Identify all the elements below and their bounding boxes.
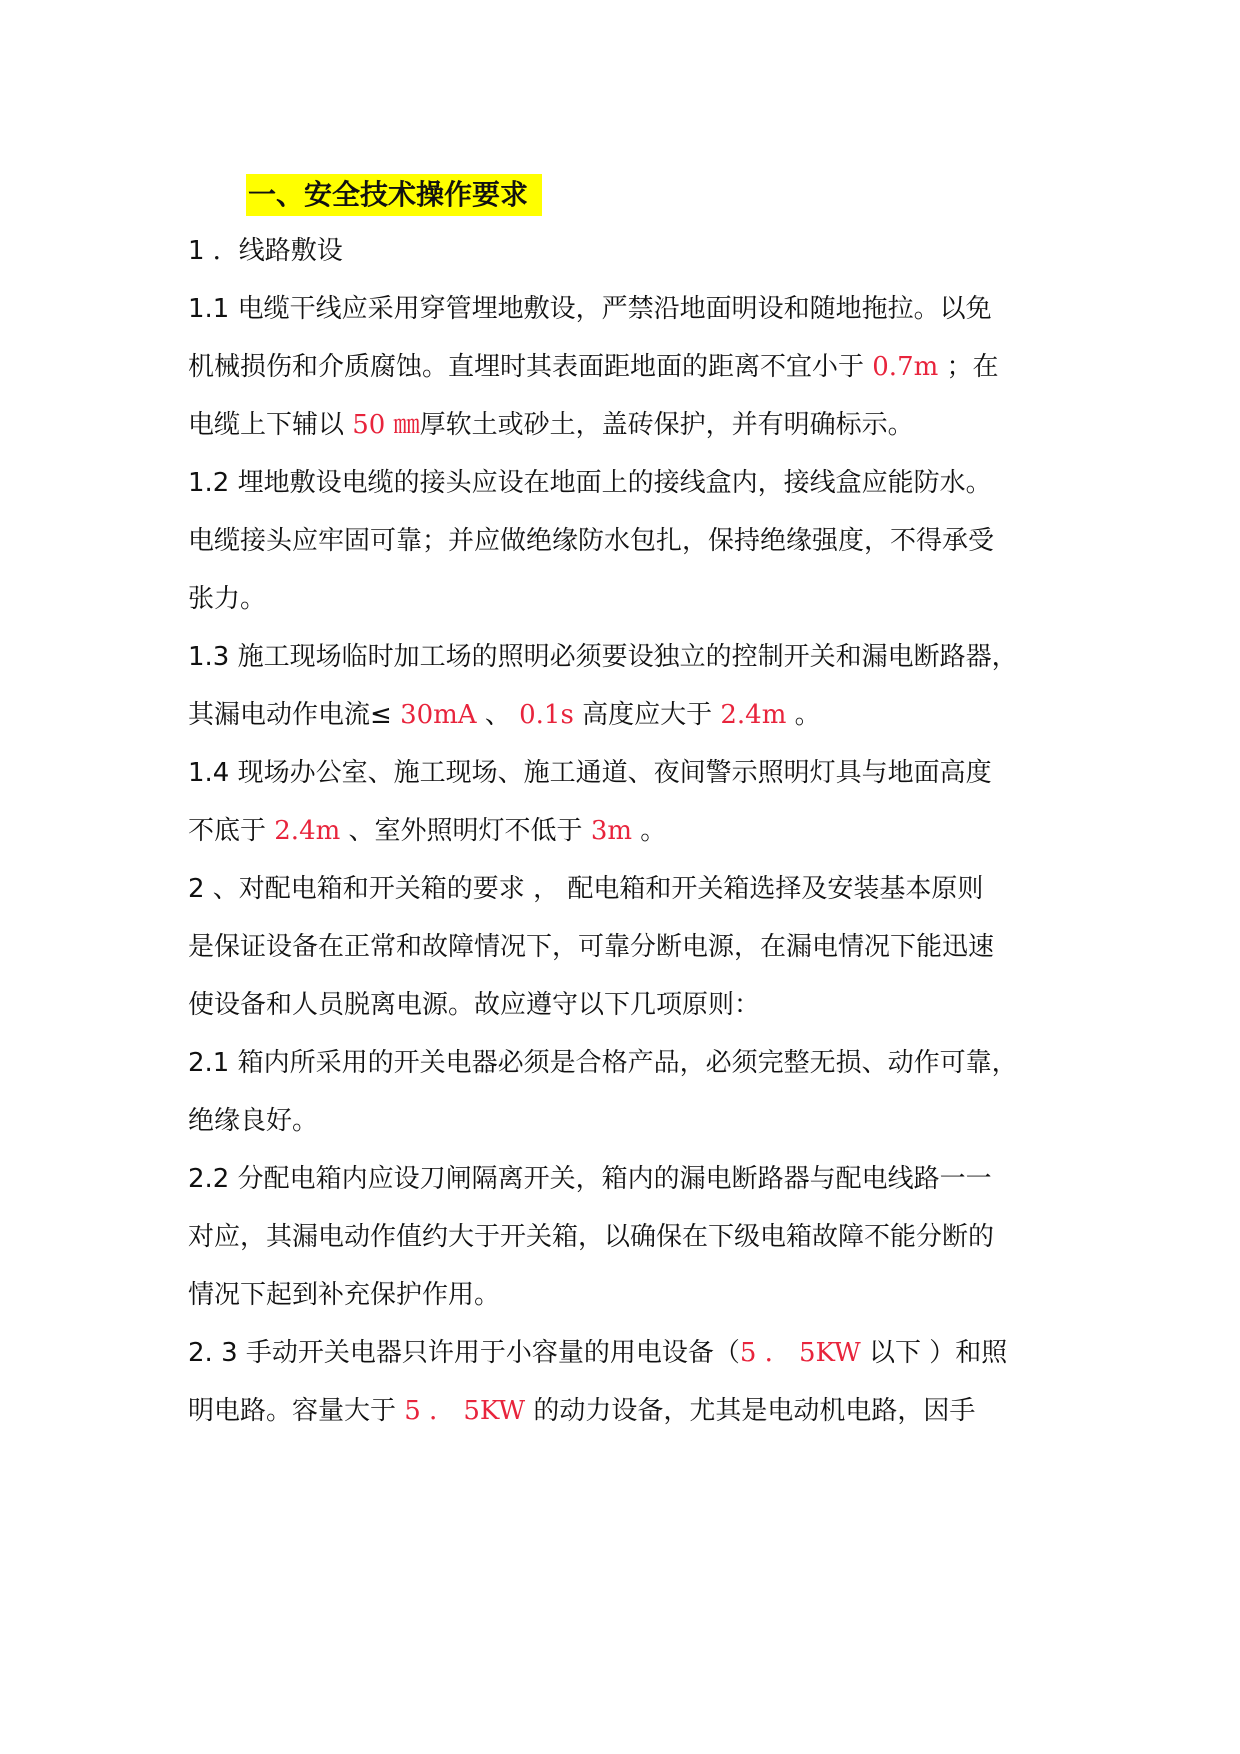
highlighted-value: 5 ． 5KW [739,1338,861,1368]
text-line [188,231,343,271]
text-line [188,637,1018,677]
text-line [188,985,760,1025]
text-segment: 的动力设备，尤其是电动机电路，因手 [525,1396,976,1426]
text-segment: 明电路。容量大于 [188,1396,405,1426]
highlighted-value: 5 ． 5KW [404,1396,526,1426]
text-segment: 电缆接头应牢固可靠；并应做绝缘防水包扎，保持绝缘强度，不得承受 [188,526,995,556]
text-segment: 使设备和人员脱离电源。故应遵守以下几项原则： [188,990,761,1020]
text-segment: 2 、对配电箱和开关箱的要求 ， 配电箱和开关箱选择及安装基本原则 [188,874,984,904]
text-segment: 、室外照明灯不低于 [340,816,591,846]
text-segment: 1.1 电缆干线应采用穿管埋地敷设，严禁沿地面明设和随地拖拉。以免 [188,294,992,324]
text-line [188,1101,318,1141]
text-segment: 是保证设备在正常和故障情况下，可靠分断电源，在漏电情况下能迅速 [188,932,995,962]
text-segment: 对应，其漏电动作值约大于开关箱，以确保在下级电箱故障不能分断的 [188,1222,995,1252]
text-segment: 以下 ）和照 [860,1338,1008,1368]
highlighted-value: 3m [590,816,633,846]
text-segment: 2.2 分配电箱内应设刀闸隔离开关，箱内的漏电断路器与配电线路一一 [188,1164,992,1194]
text-line [188,1217,994,1257]
text-segment: 张力。 [188,584,267,614]
text-segment: 1.4 现场办公室、施工现场、施工通道、夜间警示照明灯具与地面高度 [188,758,992,788]
text-line [188,811,666,851]
text-segment: 。 [632,816,667,846]
text-segment: 机械损伤和介质腐蚀。直埋时其表面距地面的距离不宜小于 [188,352,873,382]
text-segment: 情况下起到补充保护作用。 [188,1280,501,1310]
highlighted-value: 2.4m [274,816,341,846]
text-line [188,579,266,619]
text-segment: 绝缘良好。 [188,1106,319,1136]
text-line [188,289,992,329]
text-line [188,927,994,967]
text-line [188,1275,500,1315]
text-segment: 2.1 箱内所采用的开关电器必须是合格产品，必须完整无损、动作可靠， [188,1048,1018,1078]
text-line [188,753,992,793]
highlighted-value: 50 ㎜ [352,410,420,440]
section-heading: 一、安全技术操作要求 [246,174,542,216]
text-segment: 、 [476,700,520,730]
text-line [188,1043,1018,1083]
text-line [188,1159,992,1199]
text-line [188,521,994,561]
highlighted-value: 2.4m [720,700,787,730]
text-segment: 2. 3 手动开关电器只许用于小容量的用电设备（ [188,1338,740,1368]
text-segment: 1.3 施工现场临时加工场的照明必须要设独立的控制开关和漏电断路器， [188,642,1018,672]
text-line [188,1333,1007,1373]
text-line [188,347,999,387]
text-segment: 1 ．线路敷设 [188,236,343,266]
text-line [188,869,983,909]
highlighted-value: 0.7m [872,352,939,382]
text-segment: 高度应大于 [573,700,721,730]
text-line [188,695,821,735]
text-segment: 其漏电动作电流≤ [188,700,401,730]
text-line [188,1391,975,1431]
text-segment: 1.2 埋地敷设电缆的接头应设在地面上的接线盒内，接线盒应能防水。 [188,468,992,498]
text-line [188,405,914,445]
text-segment: ；在 [938,352,999,382]
text-line [188,463,992,503]
text-segment: 电缆上下辅以 [188,410,353,440]
text-segment: 厚软土或砂土，盖砖保护，并有明确标示。 [419,410,914,440]
highlighted-value: 30mA [400,700,477,730]
text-segment: 。 [786,700,821,730]
text-segment: 不底于 [188,816,275,846]
highlighted-value: 0.1s [519,700,574,730]
